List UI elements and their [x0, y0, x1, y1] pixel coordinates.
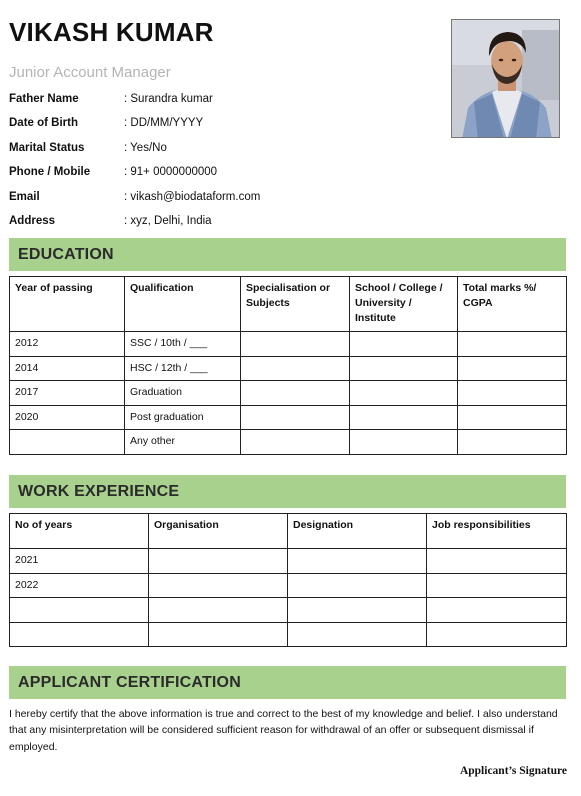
- applicant-name: VIKASH KUMAR: [9, 17, 214, 47]
- detail-label: Email: [9, 190, 40, 203]
- detail-value: : Surandra kumar: [124, 93, 213, 105]
- table-cell[interactable]: Post graduation: [125, 405, 241, 430]
- detail-label: Marital Status: [9, 141, 85, 154]
- detail-value: : xyz, Delhi, India: [124, 214, 212, 227]
- table-cell[interactable]: [458, 405, 567, 430]
- work-experience-table: [9, 513, 567, 647]
- column-header: School / College / University / Institute: [350, 277, 458, 332]
- table-cell[interactable]: [427, 573, 567, 598]
- table-row: [10, 405, 567, 430]
- job-title: Junior Account Manager: [9, 64, 171, 81]
- detail-label: Date of Birth: [9, 117, 78, 130]
- table-row: [10, 573, 567, 598]
- column-header: Designation: [288, 514, 427, 549]
- table-cell[interactable]: Any other: [125, 430, 241, 455]
- table-cell[interactable]: [288, 598, 427, 623]
- column-header: No of years: [10, 514, 149, 549]
- table-cell[interactable]: [149, 549, 288, 574]
- column-header: Organisation: [149, 514, 288, 549]
- table-cell[interactable]: [10, 622, 149, 647]
- table-cell[interactable]: HSC / 12th / ___: [125, 356, 241, 381]
- table-cell[interactable]: [427, 549, 567, 574]
- column-header: Year of passing: [10, 277, 125, 332]
- detail-row-phone: [9, 166, 429, 190]
- detail-value: : Yes/No: [124, 141, 167, 154]
- signature-label: Applicant’s Signature: [459, 765, 567, 777]
- detail-value: : DD/MM/YYYY: [124, 117, 204, 130]
- table-cell[interactable]: [427, 622, 567, 647]
- table-cell[interactable]: 2020: [10, 405, 125, 430]
- column-header: Specialisation or Subjects: [241, 277, 350, 332]
- table-row: [10, 622, 567, 647]
- education-section-header: [9, 238, 566, 271]
- column-header: Total marks %/ CGPA: [458, 277, 567, 332]
- table-cell[interactable]: [288, 549, 427, 574]
- profile-photo-image: [452, 20, 560, 138]
- table-cell[interactable]: 2022: [10, 573, 149, 598]
- table-row: [10, 356, 567, 381]
- table-cell[interactable]: [427, 598, 567, 623]
- table-header-row: [10, 277, 567, 332]
- table-cell[interactable]: [458, 430, 567, 455]
- table-cell[interactable]: [241, 381, 350, 406]
- table-cell[interactable]: [149, 598, 288, 623]
- table-row: [10, 381, 567, 406]
- detail-label: Address: [9, 214, 56, 227]
- table-cell[interactable]: [241, 405, 350, 430]
- certification-section-header: [9, 666, 566, 699]
- certification-statement: I hereby certify that the above information is true and correct to the best of my knowledge and belief. I also understand that any misinterpretation will be considered sufficient reason for withdrawal of an offer or subsequent dismissal if employed.: [9, 708, 558, 753]
- detail-row-date-of-birth: [9, 117, 429, 141]
- table-cell[interactable]: [10, 598, 149, 623]
- table-cell[interactable]: [149, 622, 288, 647]
- work-experience-section-header: [9, 475, 566, 508]
- table-cell[interactable]: [350, 405, 458, 430]
- detail-row-marital-status: [9, 142, 429, 166]
- section-title: EDUCATION: [18, 246, 114, 263]
- table-cell[interactable]: 2012: [10, 332, 125, 357]
- table-cell[interactable]: SSC / 10th / ___: [125, 332, 241, 357]
- table-cell[interactable]: [288, 622, 427, 647]
- detail-row-address: [9, 215, 429, 239]
- table-cell[interactable]: [350, 430, 458, 455]
- table-cell[interactable]: [241, 356, 350, 381]
- table-cell[interactable]: [458, 381, 567, 406]
- table-cell[interactable]: 2017: [10, 381, 125, 406]
- table-cell[interactable]: [350, 332, 458, 357]
- table-row: [10, 598, 567, 623]
- table-cell[interactable]: Graduation: [125, 381, 241, 406]
- detail-row-email: [9, 191, 429, 215]
- table-cell[interactable]: [288, 573, 427, 598]
- table-row: [10, 332, 567, 357]
- table-row: [10, 430, 567, 455]
- table-cell[interactable]: 2021: [10, 549, 149, 574]
- education-table: [9, 276, 567, 455]
- table-cell[interactable]: 2014: [10, 356, 125, 381]
- table-cell[interactable]: [350, 381, 458, 406]
- table-cell[interactable]: [350, 356, 458, 381]
- table-row: [10, 549, 567, 574]
- table-cell[interactable]: [10, 430, 125, 455]
- detail-value: : vikash@biodataform.com: [124, 190, 261, 203]
- profile-photo: [451, 19, 560, 138]
- section-title: WORK EXPERIENCE: [18, 483, 180, 500]
- column-header: Job responsibilities: [427, 514, 567, 549]
- table-header-row: [10, 514, 567, 549]
- detail-label: Father Name: [9, 93, 79, 105]
- table-cell[interactable]: [241, 332, 350, 357]
- table-cell[interactable]: [458, 332, 567, 357]
- section-title: APPLICANT CERTIFICATION: [18, 674, 241, 691]
- detail-row-father-name: [9, 93, 429, 117]
- table-cell[interactable]: [458, 356, 567, 381]
- table-cell[interactable]: [241, 430, 350, 455]
- detail-value: : 91+ 0000000000: [124, 166, 218, 179]
- column-header: Qualification: [125, 277, 241, 332]
- table-cell[interactable]: [149, 573, 288, 598]
- personal-details: [9, 93, 429, 239]
- detail-label: Phone / Mobile: [9, 166, 91, 179]
